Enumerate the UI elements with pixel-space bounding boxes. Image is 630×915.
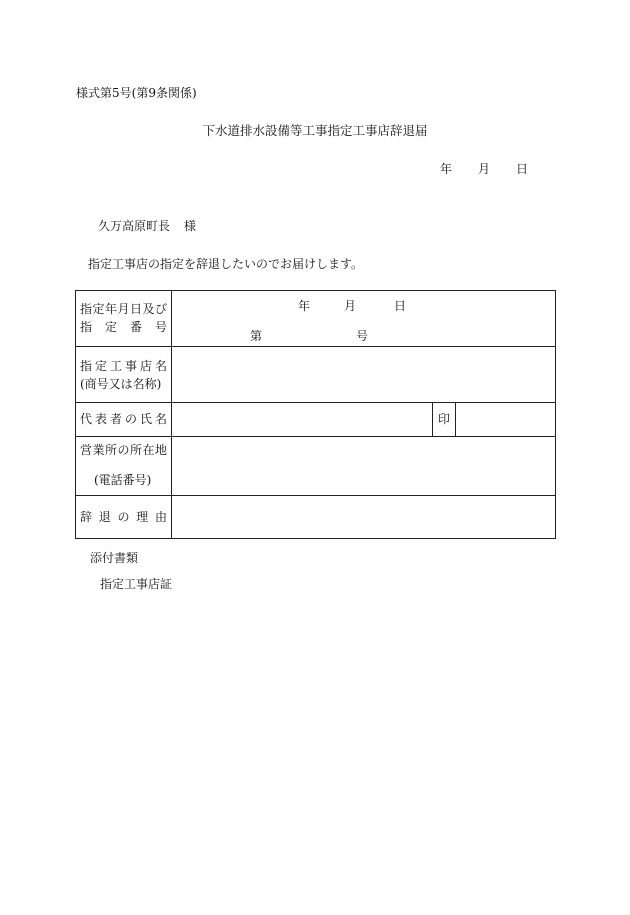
label-withdrawal-reason [76,496,172,539]
number-prefix-label: 第 [250,329,263,343]
number-suffix-label: 号 [356,329,369,343]
label-line2: (電話番号) [94,473,152,487]
representative-name-field[interactable] [172,403,433,436]
statement-text: 指定工事店の指定を辞退したいのでお届けします。 [88,257,364,271]
label-line2: 指定番号 [80,320,167,334]
date-day-label: 日 [516,162,529,176]
designation-month-label: 月 [344,299,357,313]
withdrawal-reason-field[interactable] [172,496,556,539]
row-designation-date-number [76,291,556,347]
label-text: 辞退の理由 [80,510,167,524]
label-contractor-name [76,347,172,403]
row-withdrawal-reason [76,496,556,539]
label-office-address [76,437,172,496]
document-title: 下水道排水設備等工事指定工事店辞退届 [202,123,428,138]
representative-cell [172,403,556,437]
submission-date [440,160,528,177]
label-designation-date-number [76,291,172,347]
date-month-label: 月 [478,162,491,176]
label-line2: (商号又は名称) [80,377,162,391]
contractor-name-field[interactable] [172,347,556,403]
seal-label: 印 [433,403,456,436]
label-line1: 指定年月日及び [80,302,167,316]
designation-day-label: 日 [394,299,407,313]
label-text: 代表者の氏名 [80,412,167,426]
addressee-name: 久万高原町長 [98,219,171,233]
withdrawal-form-table [75,290,556,539]
row-office-address [76,437,556,496]
row-representative [76,403,556,437]
row-contractor-name [76,347,556,403]
designation-date-number-field[interactable] [172,291,556,347]
form-number-label: 様式第5号(第9条関係) [76,86,197,100]
addressee [98,217,196,234]
designation-year-label: 年 [298,299,311,313]
date-year-label: 年 [440,162,453,176]
attachment-item: 指定工事店証 [100,577,173,591]
seal-box[interactable] [456,403,555,436]
label-representative [76,403,172,437]
label-line1: 営業所の所在地 [80,443,167,457]
addressee-honorific: 様 [184,219,197,233]
office-address-field[interactable] [172,437,556,496]
attachments-heading: 添付書類 [90,551,139,565]
label-line1: 指定工事店名 [80,359,167,373]
